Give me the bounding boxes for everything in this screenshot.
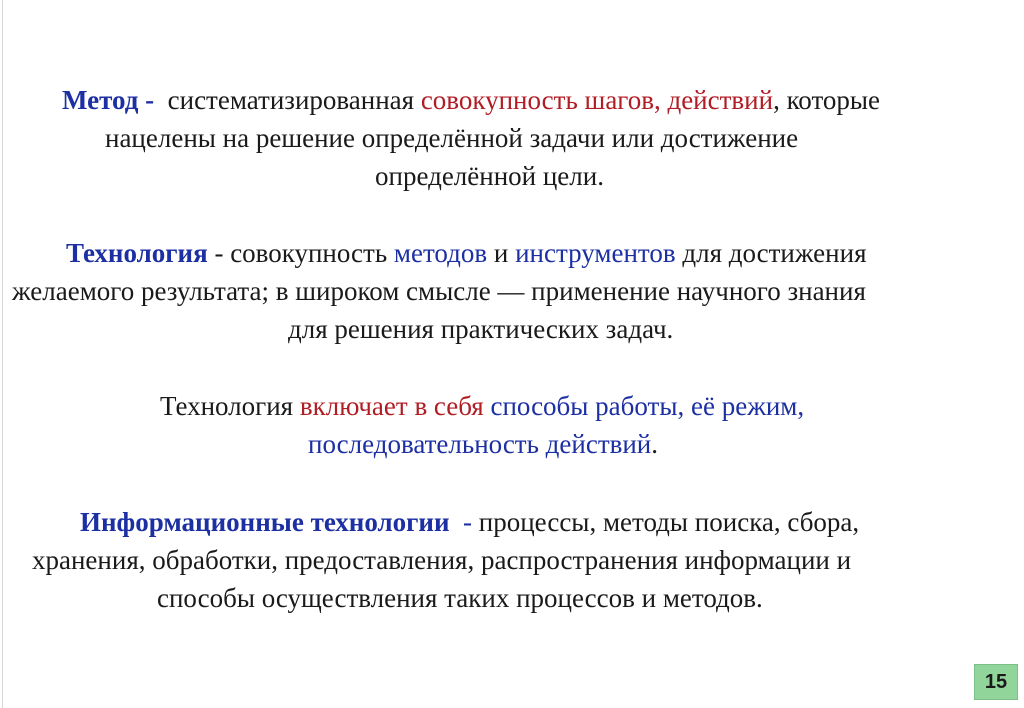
it-text-1: процессы, методы поиска, сбора,	[478, 507, 860, 537]
technology-and: и	[487, 238, 516, 268]
method-highlight: совокупность шагов, действий	[420, 85, 774, 115]
left-border-line	[2, 0, 3, 708]
it-dash: -	[449, 507, 479, 537]
it-line-1	[80, 504, 859, 540]
it-term: Информационные технологии	[80, 507, 450, 537]
includes-highlight: включает в себя	[299, 391, 484, 421]
technology-line-1	[66, 235, 866, 271]
includes-sequence: последовательность действий	[308, 429, 652, 459]
method-line-3: определённой цели.	[375, 161, 604, 191]
includes-line-2	[308, 426, 658, 462]
method-text-1: систематизированная	[167, 85, 421, 115]
method-term: Метод -	[62, 85, 155, 115]
includes-text-1: Технология	[160, 391, 300, 421]
technology-text-1: - совокупность	[207, 238, 394, 268]
technology-tools: инструментов	[515, 238, 676, 268]
technology-line-2: желаемого результата; в широком смысле — применение научного знания	[12, 276, 866, 306]
includes-ways: способы работы, её режим,	[490, 391, 805, 421]
it-line-2: хранения, обработки, предоставления, распространения информации и	[32, 545, 852, 575]
technology-term: Технология	[66, 238, 208, 268]
technology-methods: методов	[393, 238, 488, 268]
includes-period: .	[651, 429, 659, 459]
method-text-2: , которые	[773, 85, 881, 115]
it-line-3: способы осуществления таких процессов и методов.	[157, 583, 763, 613]
method-line-2: нацелены на решение определённой задачи или достижение	[105, 123, 799, 153]
includes-line-1	[160, 388, 804, 424]
page-number-badge	[974, 664, 1018, 700]
page-number: 15	[984, 670, 1008, 693]
technology-text-2: для достижения	[675, 238, 867, 268]
technology-line-3: для решения практических задач.	[288, 314, 674, 344]
method-line-1	[62, 82, 880, 118]
